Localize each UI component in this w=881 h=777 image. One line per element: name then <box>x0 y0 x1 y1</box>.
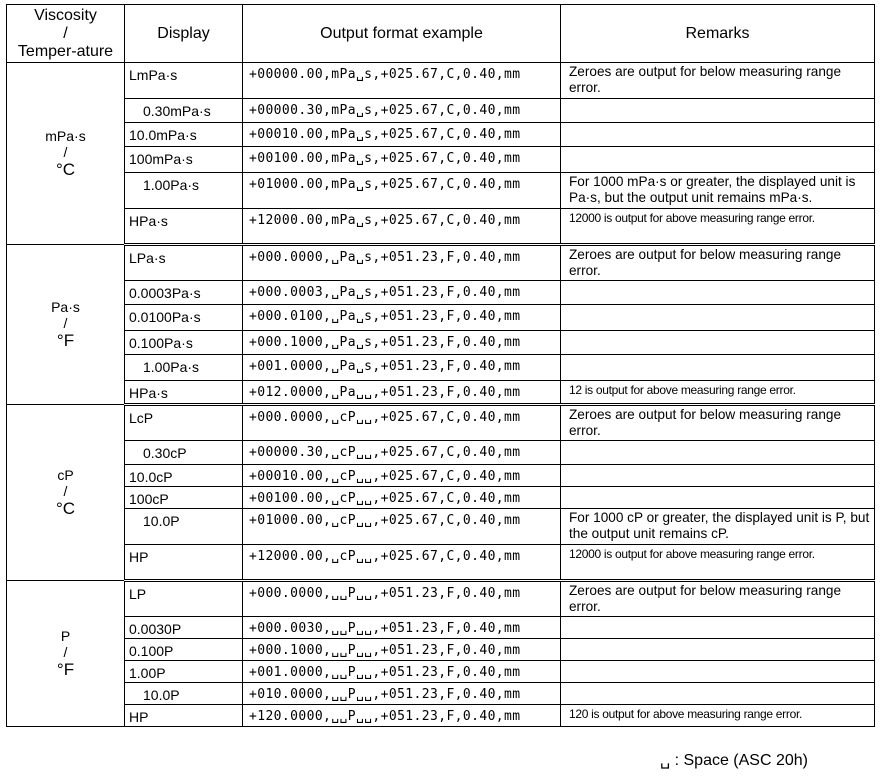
display-cell <box>125 441 243 465</box>
viscosity-temperature-group <box>7 245 125 405</box>
remarks-cell: 12 is output for above measuring range error. <box>561 381 875 405</box>
group-unit: mPa·s <box>45 127 86 144</box>
remarks-cell: Zeroes are output for below measuring range error. <box>561 245 875 281</box>
viscosity-temperature-group <box>7 405 125 581</box>
display-unit: Pa·s <box>164 335 193 351</box>
display-cell <box>125 487 243 509</box>
display-unit: P <box>139 549 149 565</box>
remarks-cell <box>561 123 875 147</box>
group-slash: / <box>63 314 68 331</box>
group-unit: P <box>60 627 71 644</box>
output-format-cell <box>243 245 561 281</box>
table-row <box>7 661 875 683</box>
display-value: 0.30 <box>143 103 171 119</box>
output-format-cell <box>243 683 561 705</box>
display-cell <box>125 661 243 683</box>
display-value: 0.0100 <box>129 309 172 325</box>
output-format-text: +00000.00,mPa␣s,+025.67,C,0.40,mm <box>249 67 521 82</box>
table-row <box>7 705 875 727</box>
remarks-cell: Zeroes are output for below measuring range error. <box>561 581 875 617</box>
output-format-cell <box>243 581 561 617</box>
output-format-cell <box>243 331 561 355</box>
display-unit: Pa·s <box>170 359 200 375</box>
display-unit: mPa·s <box>152 151 193 167</box>
header-viscosity-line2: / <box>63 24 68 42</box>
output-format-text: +120.0000,␣␣P␣␣,+051.23,F,0.40,mm <box>249 709 521 724</box>
output-format-text: +00010.00,␣cP␣␣,+025.67,C,0.40,mm <box>249 469 521 484</box>
group-temperature-unit: °F <box>56 330 75 350</box>
display-value: L <box>129 67 137 83</box>
output-format-text: +00100.00,mPa␣s,+025.67,C,0.40,mm <box>249 151 521 166</box>
output-format-text: +12000.00,␣cP␣␣,+025.67,C,0.40,mm <box>249 549 521 564</box>
table-row <box>7 63 875 99</box>
table-row <box>7 305 875 331</box>
display-cell <box>125 683 243 705</box>
display-value: L <box>129 250 137 266</box>
group-slash: / <box>63 482 68 499</box>
display-unit: cP <box>152 491 169 507</box>
output-format-text: +012.0000,␣Pa␣␣,+051.23,F,0.40,mm <box>249 385 521 400</box>
output-format-text: +00010.00,mPa␣s,+025.67,C,0.40,mm <box>249 127 521 142</box>
output-format-text: +010.0000,␣␣P␣␣,+051.23,F,0.40,mm <box>249 687 521 702</box>
output-format-cell <box>243 617 561 639</box>
output-format-text: +00000.30,␣cP␣␣,+025.67,C,0.40,mm <box>249 445 521 460</box>
table-row <box>7 381 875 405</box>
output-format-cell <box>243 147 561 173</box>
remarks-cell <box>561 331 875 355</box>
group-temperature-unit: °C <box>55 498 76 518</box>
display-value: 1.00 <box>129 665 157 681</box>
display-unit: Pa·s <box>171 309 201 325</box>
output-format-cell <box>243 545 561 581</box>
remarks-cell <box>561 487 875 509</box>
table-row <box>7 331 875 355</box>
table-row <box>7 617 875 639</box>
output-format-cell <box>243 661 561 683</box>
display-unit: mPa·s <box>170 103 211 119</box>
display-value: L <box>129 586 137 602</box>
header-display: Display <box>125 5 243 63</box>
display-cell <box>125 705 243 727</box>
display-unit: P <box>156 665 166 681</box>
display-value: H <box>129 549 140 565</box>
table-row <box>7 405 875 441</box>
display-unit: P <box>164 643 174 659</box>
display-value: 100 <box>129 491 153 507</box>
footnote-space: ␣ : Space (ASC 20h) <box>660 752 808 769</box>
output-format-cell <box>243 355 561 381</box>
table-row <box>7 281 875 305</box>
display-cell <box>125 281 243 305</box>
output-format-text: +000.0000,␣Pa␣s,+051.23,F,0.40,mm <box>249 250 521 265</box>
remarks-cell <box>561 639 875 661</box>
header-viscosity-line3: Temper-ature <box>17 42 114 60</box>
remarks-cell <box>561 683 875 705</box>
table-row <box>7 581 875 617</box>
table-row <box>7 441 875 465</box>
output-format-text: +00000.30,mPa␣s,+025.67,C,0.40,mm <box>249 103 521 118</box>
display-unit: P <box>171 621 182 637</box>
remarks-cell: Zeroes are output for below measuring range error. <box>561 63 875 99</box>
output-format-text: +12000.00,mPa␣s,+025.67,C,0.40,mm <box>249 213 521 228</box>
display-value: 0.0003 <box>129 285 172 301</box>
table-row <box>7 683 875 705</box>
display-value: 0.30 <box>143 445 171 461</box>
table-row <box>7 639 875 661</box>
output-format-cell <box>243 281 561 305</box>
table-row <box>7 173 875 209</box>
output-format-cell <box>243 705 561 727</box>
display-cell <box>125 639 243 661</box>
output-format-table <box>6 4 875 727</box>
table-row <box>7 99 875 123</box>
display-value: H <box>129 709 140 725</box>
group-temperature-unit: °C <box>55 159 76 179</box>
display-unit: P <box>139 709 149 725</box>
display-value: 0.100 <box>129 643 165 659</box>
output-format-text: +01000.00,mPa␣s,+025.67,C,0.40,mm <box>249 177 521 192</box>
display-unit: mPa·s <box>136 67 178 83</box>
display-value: 100 <box>129 151 153 167</box>
remarks-cell <box>561 147 875 173</box>
display-value: 1.00 <box>143 177 171 193</box>
display-unit: Pa·s <box>139 213 168 229</box>
output-format-cell <box>243 123 561 147</box>
display-unit: P <box>170 687 180 703</box>
output-format-cell <box>243 441 561 465</box>
output-format-text: +00100.00,␣cP␣␣,+025.67,C,0.40,mm <box>249 491 521 506</box>
display-cell <box>125 245 243 281</box>
display-value: 0.100 <box>129 335 165 351</box>
display-unit: cP <box>136 410 154 426</box>
display-value: 1.00 <box>143 359 171 375</box>
display-cell <box>125 123 243 147</box>
output-format-text: +01000.00,␣cP␣␣,+025.67,C,0.40,mm <box>249 513 521 528</box>
output-format-cell <box>243 487 561 509</box>
remarks-cell: For 1000 mPa·s or greater, the displayed unit is Pa·s, but the output unit remains mPa·s. <box>561 173 875 209</box>
table-row <box>7 545 875 581</box>
display-cell <box>125 63 243 99</box>
display-unit: P <box>170 513 180 529</box>
remarks-cell <box>561 441 875 465</box>
display-unit: mPa·s <box>156 127 197 143</box>
display-cell <box>125 355 243 381</box>
display-unit: P <box>136 586 147 602</box>
display-cell <box>125 99 243 123</box>
table-row <box>7 355 875 381</box>
viscosity-temperature-group <box>7 63 125 245</box>
remarks-cell <box>561 355 875 381</box>
display-cell <box>125 209 243 245</box>
output-format-text: +000.1000,␣Pa␣s,+051.23,F,0.40,mm <box>249 335 521 350</box>
output-format-text: +001.0000,␣␣P␣␣,+051.23,F,0.40,mm <box>249 665 521 680</box>
group-unit: Pa·s <box>51 298 80 315</box>
viscosity-temperature-group <box>7 581 125 727</box>
display-cell <box>125 305 243 331</box>
remarks-cell: 12000 is output for above measuring range error. <box>561 545 875 581</box>
output-format-text: +001.0000,␣Pa␣s,+051.23,F,0.40,mm <box>249 359 521 374</box>
output-format-cell <box>243 405 561 441</box>
display-cell <box>125 173 243 209</box>
output-format-cell <box>243 99 561 123</box>
output-format-text: +000.0100,␣Pa␣s,+051.23,F,0.40,mm <box>249 309 521 324</box>
display-unit: cP <box>170 445 187 461</box>
output-format-text: +000.0000,␣cP␣␣,+025.67,C,0.40,mm <box>249 410 521 425</box>
output-format-cell <box>243 639 561 661</box>
display-cell <box>125 405 243 441</box>
table-row <box>7 465 875 487</box>
header-viscosity-line1: Viscosity <box>34 6 97 24</box>
table-row <box>7 123 875 147</box>
display-value: 10.0 <box>143 513 171 529</box>
remarks-cell <box>561 99 875 123</box>
output-format-text: +000.0000,␣␣P␣␣,+051.23,F,0.40,mm <box>249 586 521 601</box>
remarks-cell: 12000 is output for above measuring range error. <box>561 209 875 245</box>
output-format-text: +000.1000,␣␣P␣␣,+051.23,F,0.40,mm <box>249 643 521 658</box>
display-unit: Pa·s <box>139 385 168 401</box>
output-format-cell <box>243 381 561 405</box>
display-cell <box>125 545 243 581</box>
remarks-cell <box>561 465 875 487</box>
remarks-cell <box>561 617 875 639</box>
display-unit: Pa·s <box>136 250 166 266</box>
display-value: L <box>129 410 137 426</box>
display-unit: Pa·s <box>171 285 201 301</box>
output-format-text: +000.0003,␣Pa␣s,+051.23,F,0.40,mm <box>249 285 521 300</box>
output-format-cell <box>243 209 561 245</box>
output-format-cell <box>243 173 561 209</box>
remarks-cell <box>561 305 875 331</box>
display-unit: cP <box>156 469 173 485</box>
display-cell <box>125 617 243 639</box>
header-viscosity-temperature <box>7 5 125 63</box>
header-remarks: Remarks <box>561 5 875 63</box>
table-body <box>7 63 875 727</box>
output-format-cell <box>243 465 561 487</box>
remarks-cell: 120 is output for above measuring range error. <box>561 705 875 727</box>
table-row <box>7 509 875 545</box>
header-output-format: Output format example <box>243 5 561 63</box>
display-value: 10.0 <box>129 469 157 485</box>
table-header-row <box>7 5 875 63</box>
display-value: H <box>129 213 140 229</box>
display-cell <box>125 581 243 617</box>
table-row <box>7 487 875 509</box>
display-value: H <box>129 385 140 401</box>
table-row <box>7 209 875 245</box>
group-unit: cP <box>57 466 74 483</box>
display-cell <box>125 331 243 355</box>
output-format-cell <box>243 305 561 331</box>
group-slash: / <box>63 643 68 660</box>
remarks-cell <box>561 281 875 305</box>
table-row <box>7 245 875 281</box>
output-format-cell <box>243 509 561 545</box>
display-value: 0.0030 <box>129 621 172 637</box>
display-cell <box>125 381 243 405</box>
output-format-cell <box>243 63 561 99</box>
remarks-cell: Zeroes are output for below measuring range error. <box>561 405 875 441</box>
display-value: 10.0 <box>129 127 157 143</box>
group-temperature-unit: °F <box>56 659 75 679</box>
display-unit: Pa·s <box>170 177 200 193</box>
display-value: 10.0 <box>143 687 171 703</box>
group-slash: / <box>63 143 68 160</box>
remarks-cell: For 1000 cP or greater, the displayed unit is P, but the output unit remains cP. <box>561 509 875 545</box>
output-format-text: +000.0030,␣␣P␣␣,+051.23,F,0.40,mm <box>249 621 521 636</box>
table-row <box>7 147 875 173</box>
display-cell <box>125 465 243 487</box>
display-cell <box>125 509 243 545</box>
remarks-cell <box>561 661 875 683</box>
display-cell <box>125 147 243 173</box>
